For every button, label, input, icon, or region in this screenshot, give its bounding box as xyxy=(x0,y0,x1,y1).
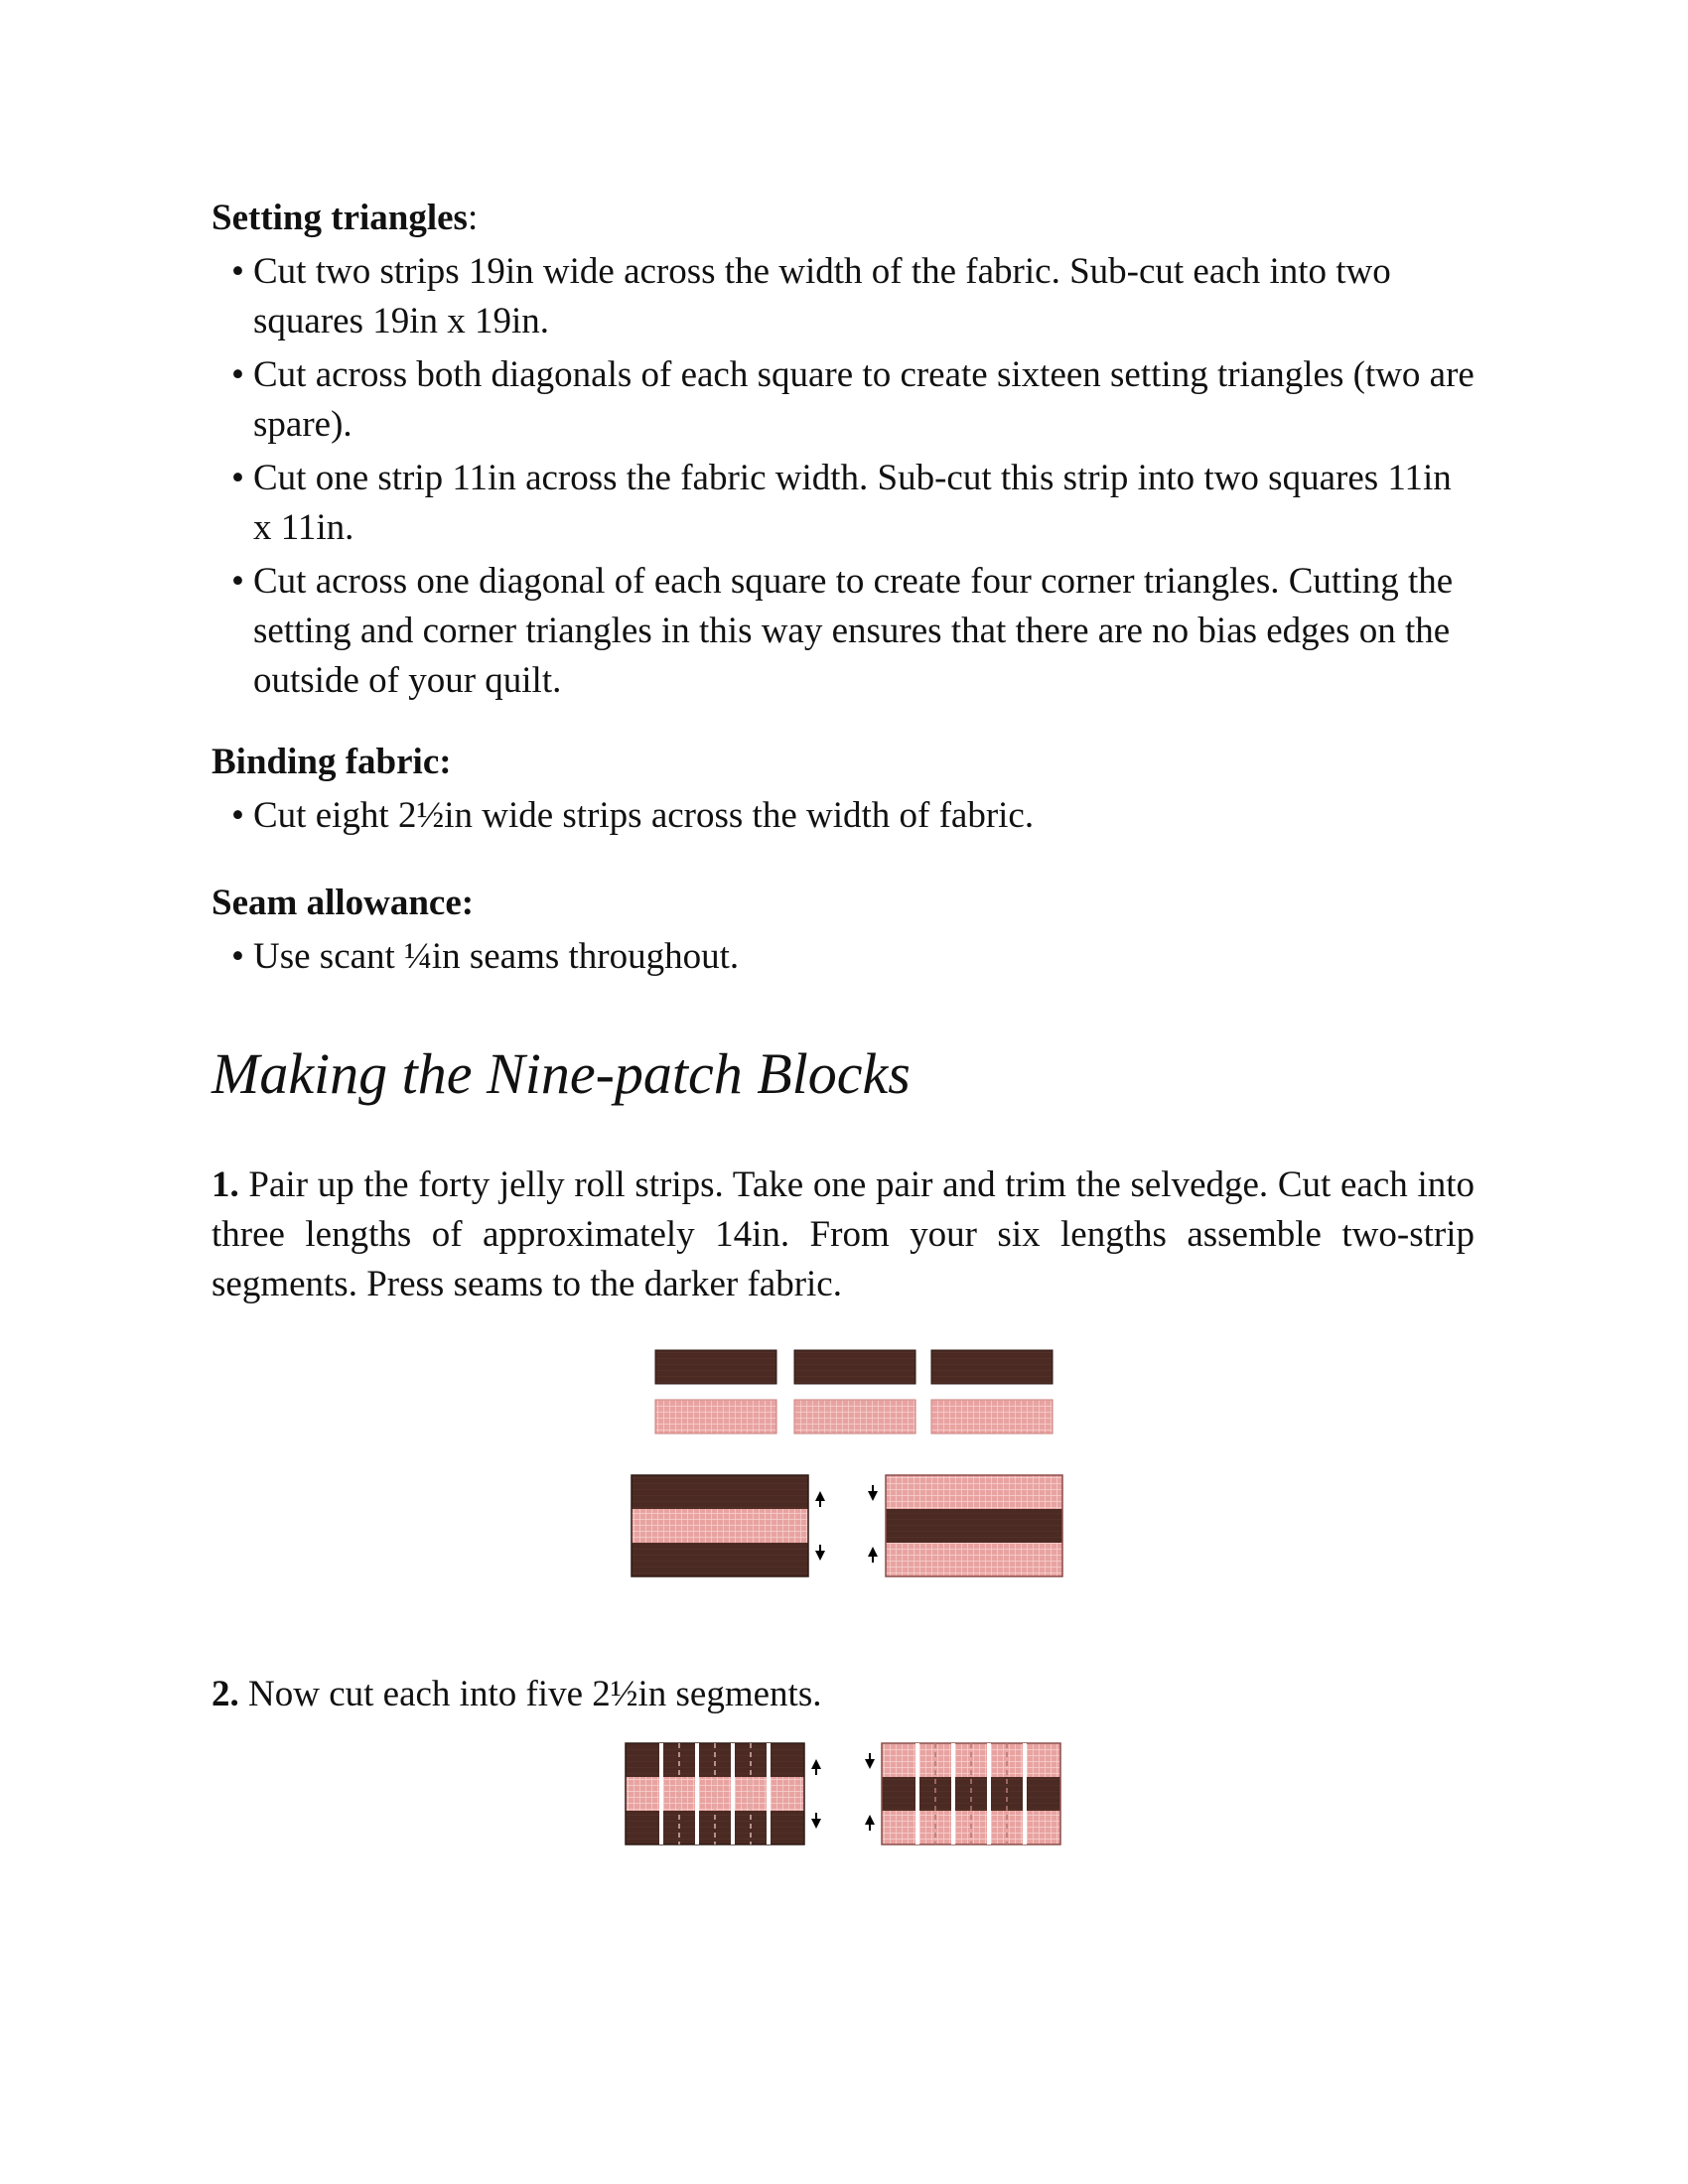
page-content xyxy=(211,194,1475,1309)
list-item: • Cut eight 2½in wide strips across the width of fabric. xyxy=(211,791,1475,841)
list-item: • Cut two strips 19in wide across the width of the fabric. Sub-cut each into two squares 19in x 19in. xyxy=(211,247,1475,346)
list-item: • Cut one strip 11in across the fabric width. Sub-cut this strip into two squares 11in x 11in. xyxy=(211,454,1475,553)
light-strip xyxy=(794,1400,915,1433)
dark-strip xyxy=(931,1350,1053,1384)
seam-allowance-heading: Seam allowance: xyxy=(211,883,475,923)
bullet-icon: • xyxy=(231,561,244,602)
segments-diagram xyxy=(616,1737,1072,1856)
setting-triangles-heading: Setting triangles: xyxy=(211,198,479,238)
step-text: Now cut each into five 2½in segments. xyxy=(238,1674,822,1714)
bullet-icon: • xyxy=(231,936,244,977)
cut-unit-light-outer xyxy=(882,1743,1060,1844)
bullet-icon: • xyxy=(231,795,244,836)
step-1 xyxy=(211,1160,1475,1309)
step-text: Pair up the forty jelly roll strips. Take one pair and trim the selvedge. Cut each into three lengths of approximately 14in. From your six lengths assemble two-strip segments. Press seams to the darker fabric. xyxy=(211,1164,1475,1304)
list-item: • Cut across one diagonal of each square to create four corner triangles. Cutting the setting and corner triangles in this way ensures that there are no bias edges on the outside of your quilt. xyxy=(211,557,1475,706)
dark-strip xyxy=(794,1350,915,1384)
step-number: 1. xyxy=(211,1164,239,1205)
bullet-icon: • xyxy=(231,251,244,292)
strips-diagram xyxy=(616,1340,1072,1588)
list-item: • Use scant ¼in seams throughout. xyxy=(211,932,1475,982)
bullet-icon: • xyxy=(231,354,244,395)
light-strip xyxy=(655,1400,776,1433)
step-2 xyxy=(211,1670,1475,1719)
pieced-unit-dark-outer xyxy=(632,1475,808,1576)
dark-strip xyxy=(655,1350,776,1384)
cut-unit-dark-outer xyxy=(626,1743,804,1844)
seam-allowance-list xyxy=(211,932,1475,982)
step-number: 2. xyxy=(211,1674,239,1714)
light-strip xyxy=(931,1400,1053,1433)
binding-fabric-heading: Binding fabric: xyxy=(211,742,452,782)
list-item: • Cut across both diagonals of each square to create sixteen setting triangles (two are spare). xyxy=(211,350,1475,450)
binding-fabric-list xyxy=(211,791,1475,841)
setting-triangles-list xyxy=(211,247,1475,706)
step-2-wrapper xyxy=(211,1670,1475,1719)
pieced-unit-light-outer xyxy=(886,1475,1062,1576)
chapter-title: Making the Nine-patch Blocks xyxy=(211,1041,911,1106)
bullet-icon: • xyxy=(231,458,244,498)
